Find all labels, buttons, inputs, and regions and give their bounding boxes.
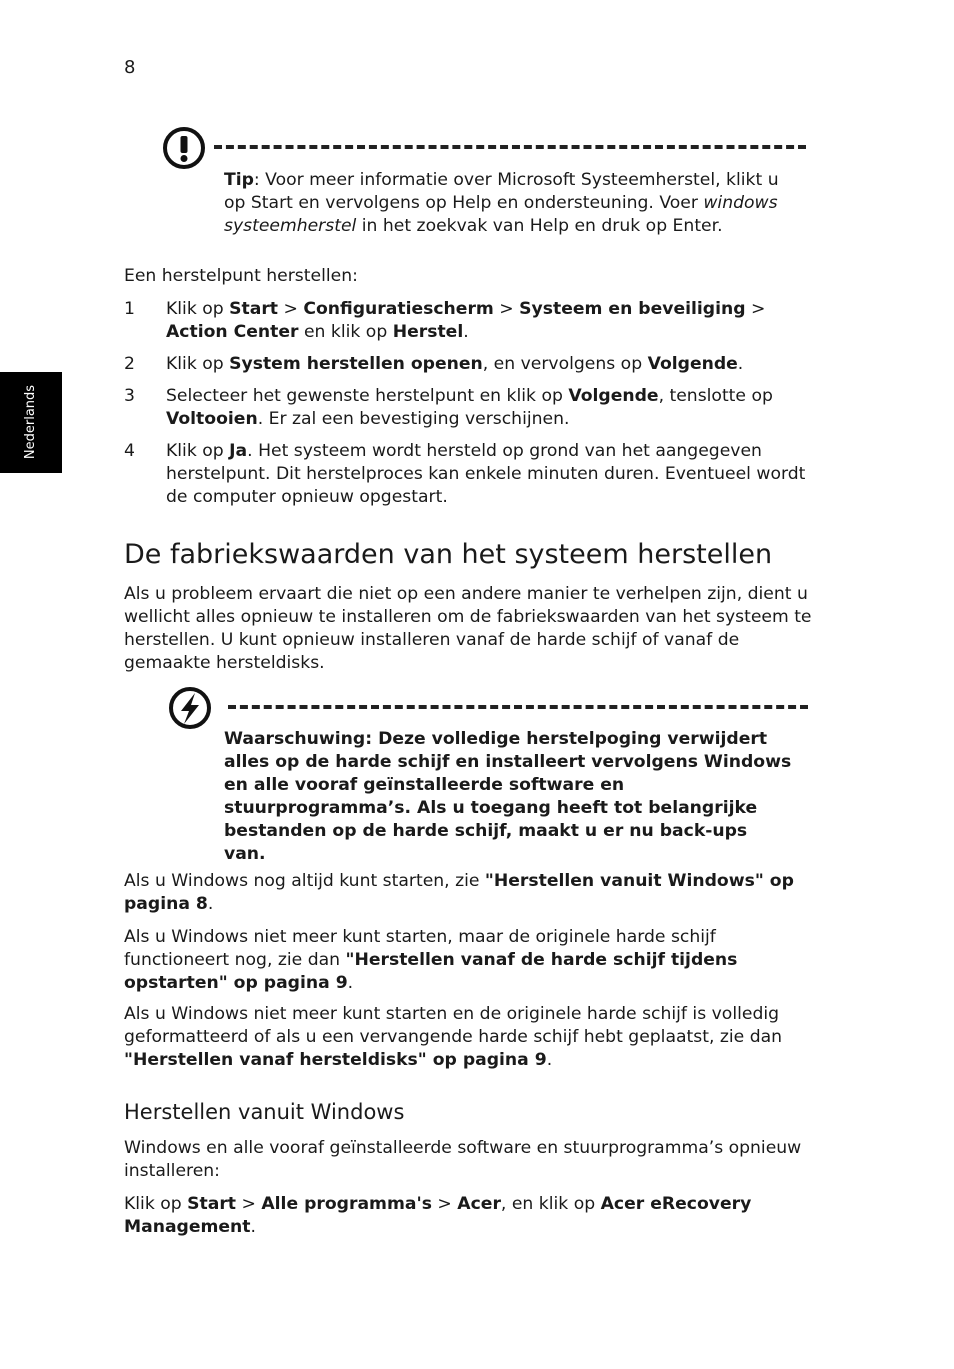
text-run: . <box>546 1050 553 1070</box>
text-run: Klik op <box>124 1194 188 1214</box>
text-run: Als u Windows niet meer kunt starten, maar de originele harde schijf functioneert nog, zie dan <box>124 927 716 970</box>
section-title: De fabriekswaarden van het systeem herstellen <box>124 539 773 570</box>
bold-text: Volgende <box>568 386 659 406</box>
recovery-option-disks <box>124 1003 814 1072</box>
bold-text: Acer <box>457 1194 501 1214</box>
text-run: . Het systeem wordt hersteld op grond van het aangegeven herstelpunt. Dit herstelproces kan enkele minuten duren. Eventueel wordt de computer opnieuw opgestart. <box>166 441 806 507</box>
text-run: Klik op <box>166 441 230 461</box>
bold-text: "Herstellen vanuit Windows" op pagina 8 <box>124 871 794 914</box>
text-run: > <box>745 299 766 319</box>
subsection-title: Herstellen vanuit Windows <box>124 1100 405 1124</box>
restore-steps-list <box>124 298 814 518</box>
text-run: Als u Windows nog altijd kunt starten, zie <box>124 871 485 891</box>
page-number: 8 <box>124 57 136 78</box>
text-run: Klik op <box>166 299 230 319</box>
text-run: . <box>207 894 214 914</box>
bold-text: Herstel <box>392 322 464 342</box>
text-run: en klik op <box>298 322 393 342</box>
bold-text: Configuratiescherm <box>303 299 494 319</box>
text-run: . <box>737 354 744 374</box>
bold-text: System herstellen openen <box>229 354 483 374</box>
warning-note: Waarschuwing: Deze volledige herstelpoging verwijdert alles op de harde schijf en installeert vervolgens Windows en alle vooraf geïnstalleerde software en stuurprogramma’s. Als u toegang heeft tot belangrijke bestanden op de harde schijf, maakt u er nu back-ups van. <box>224 729 792 864</box>
bold-text: "Herstellen vanaf hersteldisks" op pagina 9 <box>124 1050 547 1070</box>
language-side-tab <box>0 372 62 473</box>
list-item: 2 Klik op System herstellen openen, en vervolgens op Volgende. <box>124 354 744 374</box>
text-run: > <box>278 299 304 319</box>
recovery-option-hard-disk <box>124 926 814 995</box>
text-run: , en vervolgens op <box>482 354 648 374</box>
tip-search-term: windows systeemherstel <box>224 193 778 236</box>
text-run: , en klik op <box>500 1194 601 1214</box>
text-run: Klik op <box>166 354 230 374</box>
bold-text: Voltooien <box>166 409 258 429</box>
bold-text: Systeem en beveiliging <box>519 299 746 319</box>
exclamation-note-icon <box>162 126 206 170</box>
text-run: Selecteer het gewenste herstelpunt en klik op <box>166 386 569 406</box>
bold-text: Start <box>187 1194 237 1214</box>
text-run: . <box>250 1217 256 1237</box>
final-step <box>124 1193 814 1239</box>
list-item: 1 Klik op Start > Configuratiescherm > Systeem en beveiliging > Action Center en klik op Herstel. <box>124 299 766 342</box>
restore-intro: Een herstelpunt herstellen: <box>124 266 358 286</box>
language-side-tab-label: Nederlands <box>23 384 38 460</box>
warning-divider <box>228 705 808 709</box>
tip-note: Tip: Voor meer informatie over Microsoft Systeemherstel, klikt u op Start en vervolgens op Help en ondersteuning. Voer windows systeemherstel in het zoekvak van Help en druk op Enter. <box>224 170 779 236</box>
text-run: > <box>493 299 520 319</box>
bold-text: Ja <box>229 441 248 461</box>
recovery-option-windows <box>124 870 814 916</box>
bold-text: "Herstellen vanaf de harde schijf tijdens opstarten" op pagina 9 <box>124 950 738 993</box>
list-item: 4 Klik op Ja. Het systeem wordt hersteld op grond van het aangegeven herstelpunt. Dit herstelproces kan enkele minuten duren. Eventueel wordt de computer opnieuw opgestart. <box>124 441 806 507</box>
text-run: Als u Windows niet meer kunt starten en de originele harde schijf is volledig geformatteerd of als u een vervangende harde schijf hebt geplaatst, zie dan <box>124 1004 783 1047</box>
list-item: 3 Selecteer het gewenste herstelpunt en klik op Volgende, tenslotte op Voltooien. Er zal een bevestiging verschijnen. <box>124 386 773 429</box>
text-run: . <box>347 973 354 993</box>
text-run: . Er zal een bevestiging verschijnen. <box>257 409 570 429</box>
bold-text: Acer eRecovery Management <box>124 1194 752 1237</box>
note-divider <box>214 145 806 149</box>
text-run: > <box>431 1194 458 1214</box>
bold-text: Volgende <box>647 354 738 374</box>
text-run: , tenslotte op <box>658 386 773 406</box>
section-intro: Als u probleem ervaart die niet op een andere manier te verhelpen zijn, dient u wellicht alles opnieuw te installeren om de fabriekswaarden van het systeem te herstellen. U kunt opnieuw installeren vanaf de harde schijf of vanaf de gemaakte hersteldisks. <box>124 584 812 673</box>
lightning-warning-icon <box>168 686 212 730</box>
text-run: > <box>236 1194 262 1214</box>
bold-text: Alle programma's <box>261 1194 432 1214</box>
text-run: . <box>463 322 469 342</box>
bold-text: Action Center <box>166 322 299 342</box>
tip-label: Tip <box>224 170 254 190</box>
subsection-intro: Windows en alle vooraf geïnstalleerde software en stuurprogramma’s opnieuw installeren: <box>124 1138 802 1181</box>
bold-text: Start <box>229 299 279 319</box>
